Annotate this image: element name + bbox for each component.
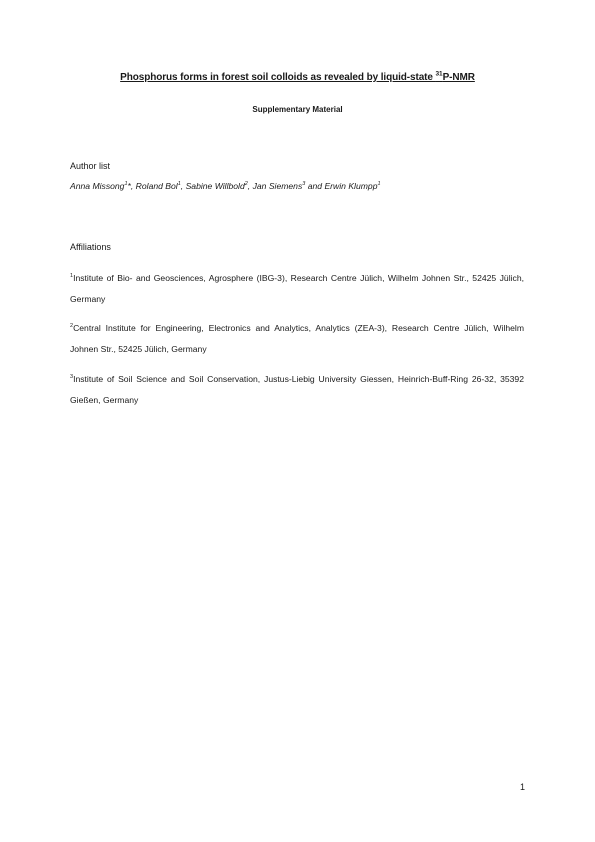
author-name: Roland Bol [135, 181, 178, 191]
author-separator: , [247, 181, 253, 191]
affiliations-heading: Affiliations [70, 242, 111, 252]
affiliation-marker: 1 [70, 273, 74, 280]
author-name: Sabine Willbold [185, 181, 245, 191]
affiliation-marker: 2 [70, 323, 74, 330]
affiliation-text: Institute of Bio- and Geosciences, Agrosphere (IBG-3), Research Centre Jülich, Wilhelm Johnen Str., 52425 Jülich, Germany [70, 273, 524, 304]
title-superscript: 31 [435, 70, 443, 78]
affiliation-text: Institute of Soil Science and Soil Conservation, Justus-Liebig University Giessen, Heinrich-Buff-Ring 26-32, 35392 Gießen, Germany [70, 374, 524, 405]
affiliation-item [70, 369, 524, 411]
document-title [0, 72, 595, 83]
author-separator: , [130, 181, 136, 191]
corresponding-author-marker: * [127, 181, 131, 191]
author-separator: and [305, 181, 325, 191]
affiliation-item [70, 268, 524, 310]
author-list-heading: Author list [70, 161, 111, 171]
author-affiliation-marker: 2 [244, 181, 248, 188]
document-subtitle: Supplementary Material [252, 105, 343, 114]
page-number: 1 [519, 782, 525, 792]
title-text: Phosphorus forms in forest soil colloids as revealed by liquid-state [120, 72, 436, 83]
author-affiliation-marker: 1 [377, 181, 381, 188]
author-separator: , [180, 181, 186, 191]
affiliation-marker: 3 [70, 374, 74, 381]
affiliation-item [70, 318, 524, 360]
title-text-end: P-NMR [442, 72, 475, 83]
author-name: Erwin Klumpp [324, 181, 378, 191]
author-names [70, 181, 381, 191]
author-name: Anna Missong [70, 181, 125, 191]
author-name: Jan Siemens [252, 181, 303, 191]
author-affiliation-marker: 1 [177, 181, 181, 188]
author-affiliation-marker: 1 [124, 181, 128, 188]
author-affiliation-marker: 3 [302, 181, 306, 188]
affiliation-text: Central Institute for Engineering, Electronics and Analytics, Analytics (ZEA-3), Research Centre Jülich, Wilhelm Johnen Str., 52425 Jülich, Germany [70, 323, 524, 354]
